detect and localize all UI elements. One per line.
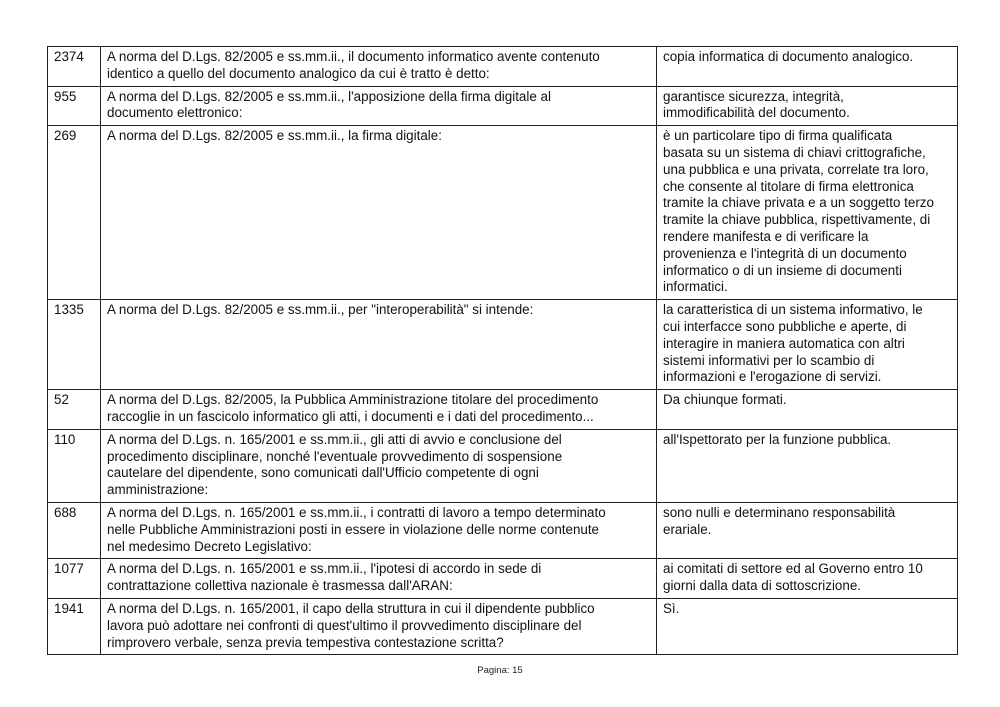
question-id: 269	[48, 126, 101, 300]
answer-text: Da chiunque formati.	[657, 390, 958, 430]
question-text: A norma del D.Lgs. 82/2005 e ss.mm.ii., il documento informatico avente contenuto identico a quello del documento analogico da cui è tratto è detto:	[101, 47, 657, 87]
question-id: 1077	[48, 559, 101, 599]
question-text: A norma del D.Lgs. 82/2005, la Pubblica Amministrazione titolare del procedimento raccoglie in un fascicolo informatico gli atti, i documenti e i dati del procedimento...	[101, 390, 657, 430]
questions-table	[47, 46, 958, 655]
question-text: A norma del D.Lgs. n. 165/2001 e ss.mm.ii., gli atti di avvio e conclusione del procedimento disciplinare, nonché l'eventuale provvedimento di sospensione cautelare del dipendente, sono comunicati dall'Ufficio competente di ogni amministrazione:	[101, 429, 657, 502]
answer-text: all'Ispettorato per la funzione pubblica.	[657, 429, 958, 502]
answer-text: Sì.	[657, 598, 958, 654]
question-text: A norma del D.Lgs. 82/2005 e ss.mm.ii., la firma digitale:	[101, 126, 657, 300]
table-row	[48, 300, 958, 390]
table-row	[48, 598, 958, 654]
table-row	[48, 126, 958, 300]
question-text: A norma del D.Lgs. n. 165/2001 e ss.mm.ii., l'ipotesi di accordo in sede di contrattazione collettiva nazionale è trasmessa dall'ARAN:	[101, 559, 657, 599]
question-id: 52	[48, 390, 101, 430]
answer-text: ai comitati di settore ed al Governo entro 10 giorni dalla data di sottoscrizione.	[657, 559, 958, 599]
table-row	[48, 429, 958, 502]
page-number: Pagina: 15	[477, 665, 523, 676]
table-row	[48, 559, 958, 599]
question-text: A norma del D.Lgs. n. 165/2001 e ss.mm.ii., i contratti di lavoro a tempo determinato nelle Pubbliche Amministrazioni posti in essere in violazione delle norme contenute nel medesimo Decreto Legislativo:	[101, 502, 657, 558]
table-row	[48, 502, 958, 558]
question-id: 1941	[48, 598, 101, 654]
answer-text: è un particolare tipo di firma qualificata basata su un sistema di chiavi crittografiche, una pubblica e una privata, correlate tra loro, che consente al titolare di firma elettronica tramite la chiave privata e a un soggetto terzo tramite la chiave pubblica, rispettivamente, di rendere manifesta e di verificare la provenienza e l'integrità di un documento informatico o di un insieme di documenti informatici.	[657, 126, 958, 300]
question-text: A norma del D.Lgs. n. 165/2001, il capo della struttura in cui il dipendente pubblico lavora può adottare nei confronti di quest'ultimo il provvedimento disciplinare del rimprovero verbale, senza previa tempestiva contestazione scritta?	[101, 598, 657, 654]
question-text: A norma del D.Lgs. 82/2005 e ss.mm.ii., l'apposizione della firma digitale al documento elettronico:	[101, 86, 657, 126]
table-row	[48, 47, 958, 87]
answer-text: garantisce sicurezza, integrità, immodificabilità del documento.	[657, 86, 958, 126]
answer-text: la caratteristica di un sistema informativo, le cui interfacce sono pubbliche e aperte, di interagire in maniera automatica con altri sistemi informativi per lo scambio di informazioni e l'erogazione di servizi.	[657, 300, 958, 390]
question-id: 110	[48, 429, 101, 502]
question-id: 688	[48, 502, 101, 558]
table-row	[48, 390, 958, 430]
question-id: 2374	[48, 47, 101, 87]
question-text: A norma del D.Lgs. 82/2005 e ss.mm.ii., per "interoperabilità" si intende:	[101, 300, 657, 390]
answer-text: sono nulli e determinano responsabilità erariale.	[657, 502, 958, 558]
question-id: 955	[48, 86, 101, 126]
question-id: 1335	[48, 300, 101, 390]
answer-text: copia informatica di documento analogico.	[657, 47, 958, 87]
table-row	[48, 86, 958, 126]
